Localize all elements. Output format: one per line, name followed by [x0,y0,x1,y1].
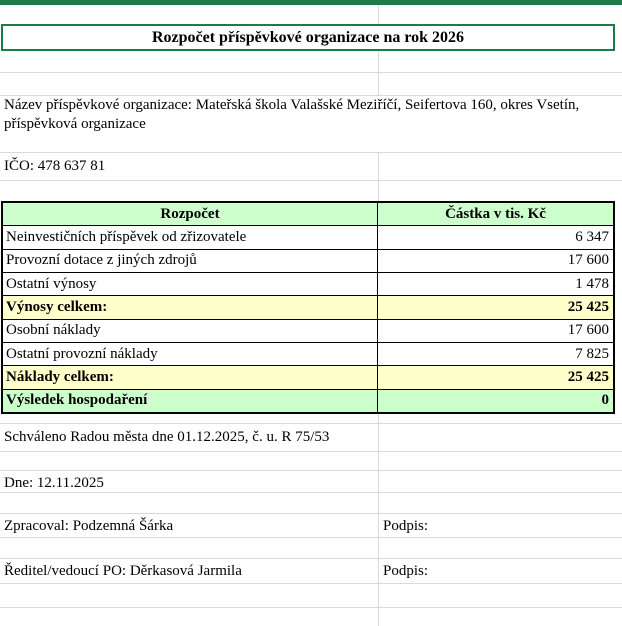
row-value: 0 [601,392,609,409]
prepared-by-text: Zpracoval: Podzemná Šárka [4,518,174,534]
row-value: 7 825 [575,345,609,362]
row-label: Osobní náklady [3,320,378,342]
org-name-text: Název příspěvkové organizace: Mateřská škola Valašské Meziříčí, Seifertova 160, okres Vsetín, příspěvková organizace [4,97,580,132]
row-label: Neinvestičních příspěvek od zřizovatele [3,226,378,248]
row-label: Výsledek hospodaření [3,390,378,412]
date-text: Dne: 12.11.2025 [4,475,104,491]
table-row [3,296,613,319]
row-value: 25 425 [567,298,609,315]
table-row [3,343,613,366]
row-value: 1 478 [575,275,609,292]
approval-text: Schváleno Radou města dne 01.12.2025, č. u. R 75/53 [4,429,330,445]
gridline [378,5,379,24]
gridline [378,51,379,95]
gridline [0,583,622,584]
table-row [3,273,613,296]
row-label: Výnosy celkem: [3,296,378,318]
row-value: 17 600 [567,252,609,269]
gridline [0,513,622,514]
gridline [378,414,379,626]
gridline [0,451,622,452]
column-header-castka: Částka v tis. Kč [445,205,546,222]
table-row [3,390,613,412]
row-label: Ostatní výnosy [3,273,378,295]
row-label: Ostatní provozní náklady [3,343,378,365]
director-signature-label: Podpis: [383,563,429,579]
row-label: Náklady celkem: [3,366,378,388]
gridline [0,152,622,153]
gridline [0,492,622,493]
row-label: Provozní dotace z jiných zdrojů [3,250,378,272]
table-row [3,226,613,249]
ico-text: IČO: 478 637 81 [4,158,106,174]
gridline [0,423,622,424]
gridline [0,180,622,181]
top-accent-bar [0,0,622,5]
gridline [378,152,379,201]
gridline [0,537,622,538]
gridline [0,470,622,471]
row-value: 17 600 [567,322,609,339]
table-row [3,250,613,273]
gridline [0,558,622,559]
column-header-rozpocet: Rozpočet [3,203,378,225]
prepared-signature-label: Podpis: [383,518,429,534]
title-box [1,24,615,51]
gridline [0,72,622,73]
row-value: 6 347 [575,228,609,245]
table-row [3,366,613,389]
table-row [3,320,613,343]
page-title: Rozpočet příspěvkové organizace na rok 2026 [151,28,465,46]
director-text: Ředitel/vedoucí PO: Děrkasová Jarmila [4,563,242,579]
row-value: 25 425 [567,368,609,385]
gridline [0,607,622,608]
budget-table [1,201,615,414]
table-header-row [3,203,613,226]
